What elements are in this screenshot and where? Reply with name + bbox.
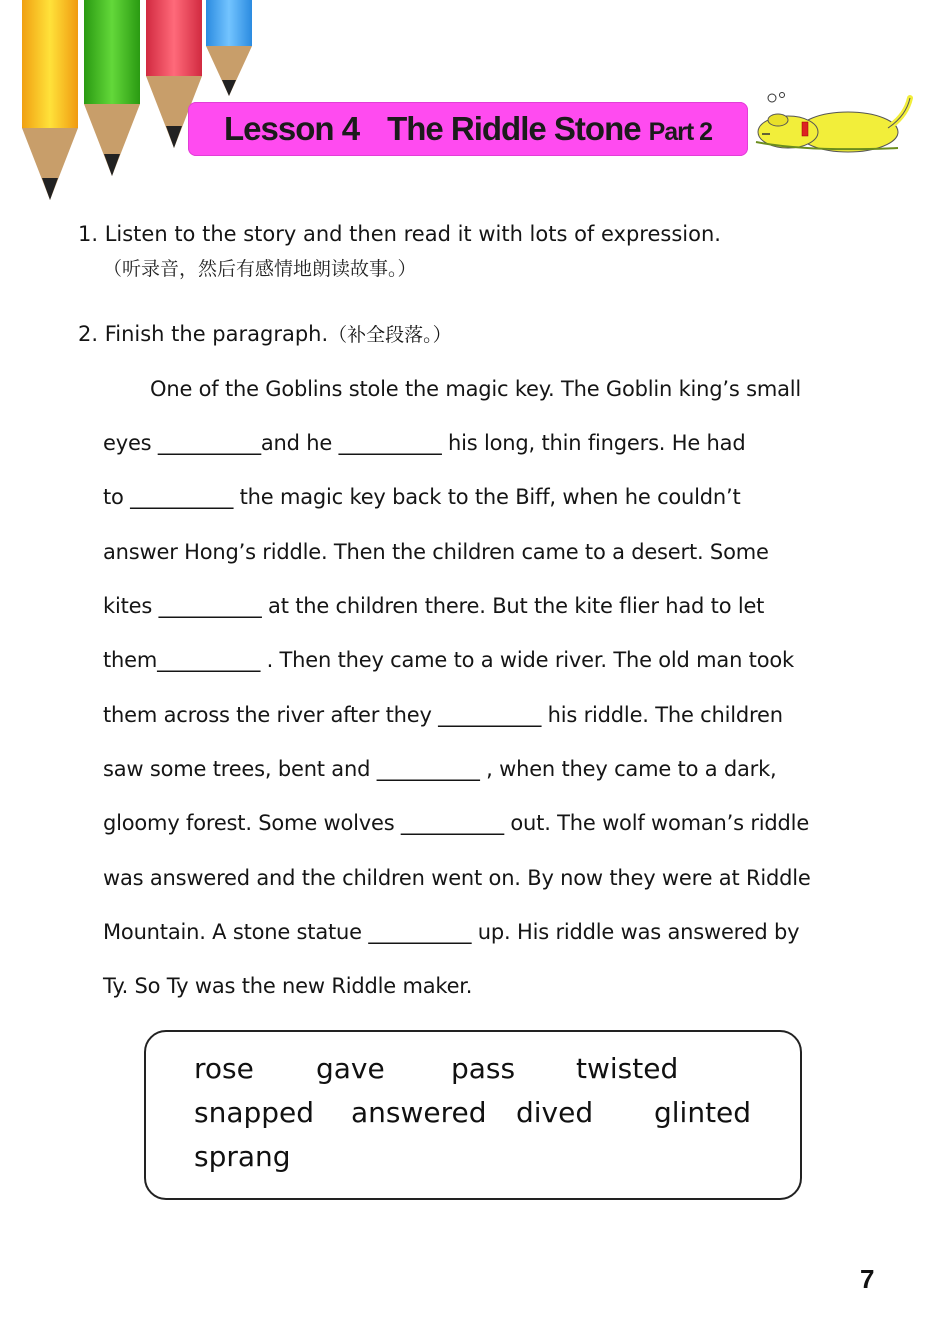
word-bank-box [144,1030,802,1200]
paragraph-line: them across the river after they __________ his riddle. The children [103,703,783,727]
instruction-1-chinese: （听录音，然后有感情地朗读故事。） [103,258,417,280]
word-bank-item: pass [451,1052,516,1085]
instruction-1: 1. Listen to the story and then read it with lots of expression. [78,222,721,246]
paragraph-line: Mountain. A stone statue __________ up. His riddle was answered by [103,920,800,944]
instruction-2-text: 2. Finish the paragraph. [78,322,329,346]
word-bank-item: gave [316,1052,385,1085]
instruction-2-chinese: （补全段落。） [328,324,452,346]
lesson-part: Part 2 [648,118,713,146]
paragraph-line: was answered and the children went on. By now they were at Riddle [103,866,811,890]
word-bank-item: snapped [194,1096,315,1129]
paragraph-line: saw some trees, bent and __________ , when they came to a dark, [103,757,777,781]
word-bank-item: glinted [654,1096,752,1129]
paragraph-line: kites __________ at the children there. But the kite flier had to let [103,594,765,618]
word-bank-item: answered [351,1096,487,1129]
instruction-2 [78,320,452,347]
lesson-number: Lesson 4 [224,110,360,147]
paragraph-line: to __________ the magic key back to the Biff, when he couldn’t [103,485,741,509]
paragraph-line: them__________ . Then they came to a wide river. The old man took [103,648,794,672]
paragraph-line: One of the Goblins stole the magic key. The Goblin king’s small [150,377,802,401]
paragraph-line: gloomy forest. Some wolves __________ out. The wolf woman’s riddle [103,811,810,835]
page-number: 7 [860,1264,875,1294]
word-bank-item: dived [516,1096,594,1129]
word-bank-item: twisted [576,1052,679,1085]
paragraph-line: eyes __________and he __________ his long, thin fingers. He had [103,431,746,455]
sleeping-dog-icon [748,92,918,162]
lesson-title-banner [188,102,748,156]
word-bank-item: rose [194,1052,254,1085]
word-bank-item: sprang [194,1140,291,1173]
lesson-title: The Riddle Stone [387,110,641,147]
paragraph-line: answer Hong’s riddle. Then the children came to a desert. Some [103,540,769,564]
paragraph-line: Ty. So Ty was the new Riddle maker. [103,974,473,998]
